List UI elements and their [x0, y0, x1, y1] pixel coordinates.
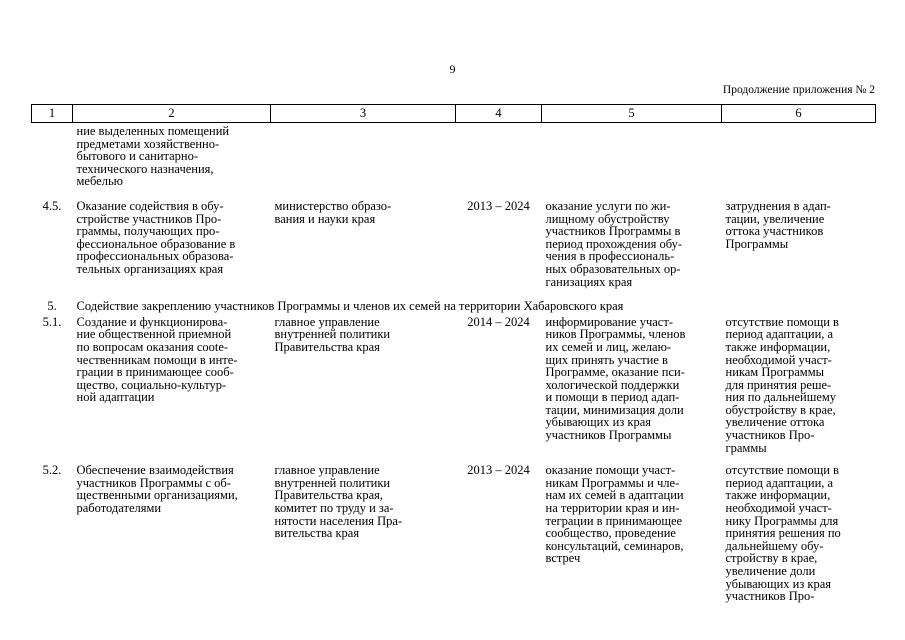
task-cell: ние выделенных помещений предметами хозяйственно- бытового и санитарно- технического назначения, мебелью [76, 124, 230, 189]
consequences-cell [722, 123, 876, 200]
consequences-cell: отсутствие помощи в период адаптации, а также информации, необходимой участ- никам Программы для принятия реше- ния по дальнейшему обустройству в крае, увеличение оттока участников Про- граммы [725, 314, 839, 455]
task-cell: Оказание содействия в обу- стройстве участников Про- граммы, получающих про- фессиональное образование в профессиональных образова- тельных организациях края [76, 198, 236, 276]
task-cell: Создание и функционирова- ние общественной приемной по вопросам оказания соote- чественникам помощи в инте- грации в принимающее сооб- щество, социально-культур- ной адаптации [76, 314, 238, 405]
executor-cell [271, 123, 456, 200]
table-header-row [32, 105, 876, 123]
continuation-label: Продолжение приложения № 2 [722, 84, 875, 96]
years-cell [456, 123, 542, 200]
row-number [32, 123, 73, 200]
years-cell: 2013 – 2024 [467, 463, 530, 478]
row-number: 5.2. [42, 463, 62, 478]
result-cell: оказание помощи участ- никам Программы и чле- нам их семей в адаптации на территории края и ин- теграции в принимающее сообщество, проведение консультаций, семинаров, встреч [545, 463, 684, 566]
row-number: 4.5. [42, 198, 62, 213]
table-row [32, 200, 876, 300]
years-cell: 2014 – 2024 [467, 314, 530, 329]
executor-cell: главное управление внутренней политики Правительства края, комитет по труду и за- нятости населения Пра- вительства края [274, 463, 403, 541]
consequences-cell: отсутствие помощи в период адаптации, а также информации, необходимой участ- нику Программы для принятия решения по дальнейшему обу- стройству в крае, увеличение доли убывающих из края участников Про- [725, 463, 841, 604]
section-row [32, 300, 876, 316]
table-row [32, 464, 876, 603]
column-header: 2 [73, 105, 271, 123]
executor-cell: министерство образо- вания и науки края [274, 198, 392, 226]
result-cell [542, 123, 722, 200]
executor-cell: главное управление внутренней политики Правительства края [274, 314, 391, 354]
table-row [32, 123, 876, 200]
page-number: 9 [449, 62, 456, 76]
consequences-cell: затруднения в адап- тации, увеличение оттока участников Программы [725, 198, 831, 251]
section-number: 5. [47, 299, 57, 314]
program-table [31, 104, 876, 603]
column-header: 1 [32, 105, 73, 123]
years-cell: 2013 – 2024 [467, 198, 530, 213]
column-header: 6 [722, 105, 876, 123]
task-cell: Обеспечение взаимодействия участников Программы с об- щественными организациями, работодателями [76, 463, 238, 516]
column-header: 5 [542, 105, 722, 123]
section-title: Содействие закреплению участников Программы и членов их семей на территории Хабаровского края [76, 299, 624, 314]
column-header: 3 [271, 105, 456, 123]
result-cell: информирование участ- ников Программы, членов их семей и лиц, желаю- щих принять участие в Программе, оказание пси- хологической поддержки и помощи в период адап- тации, минимизация доли убывающих из края участников Программы [545, 314, 686, 443]
result-cell: оказание услуги по жи- лищному обустройству участников Программы в период прохождения обу- чения в профессиональ- ных образовательных ор- ганизациях края [545, 198, 682, 289]
table-row [32, 316, 876, 465]
row-number: 5.1. [42, 314, 62, 329]
column-header: 4 [456, 105, 542, 123]
